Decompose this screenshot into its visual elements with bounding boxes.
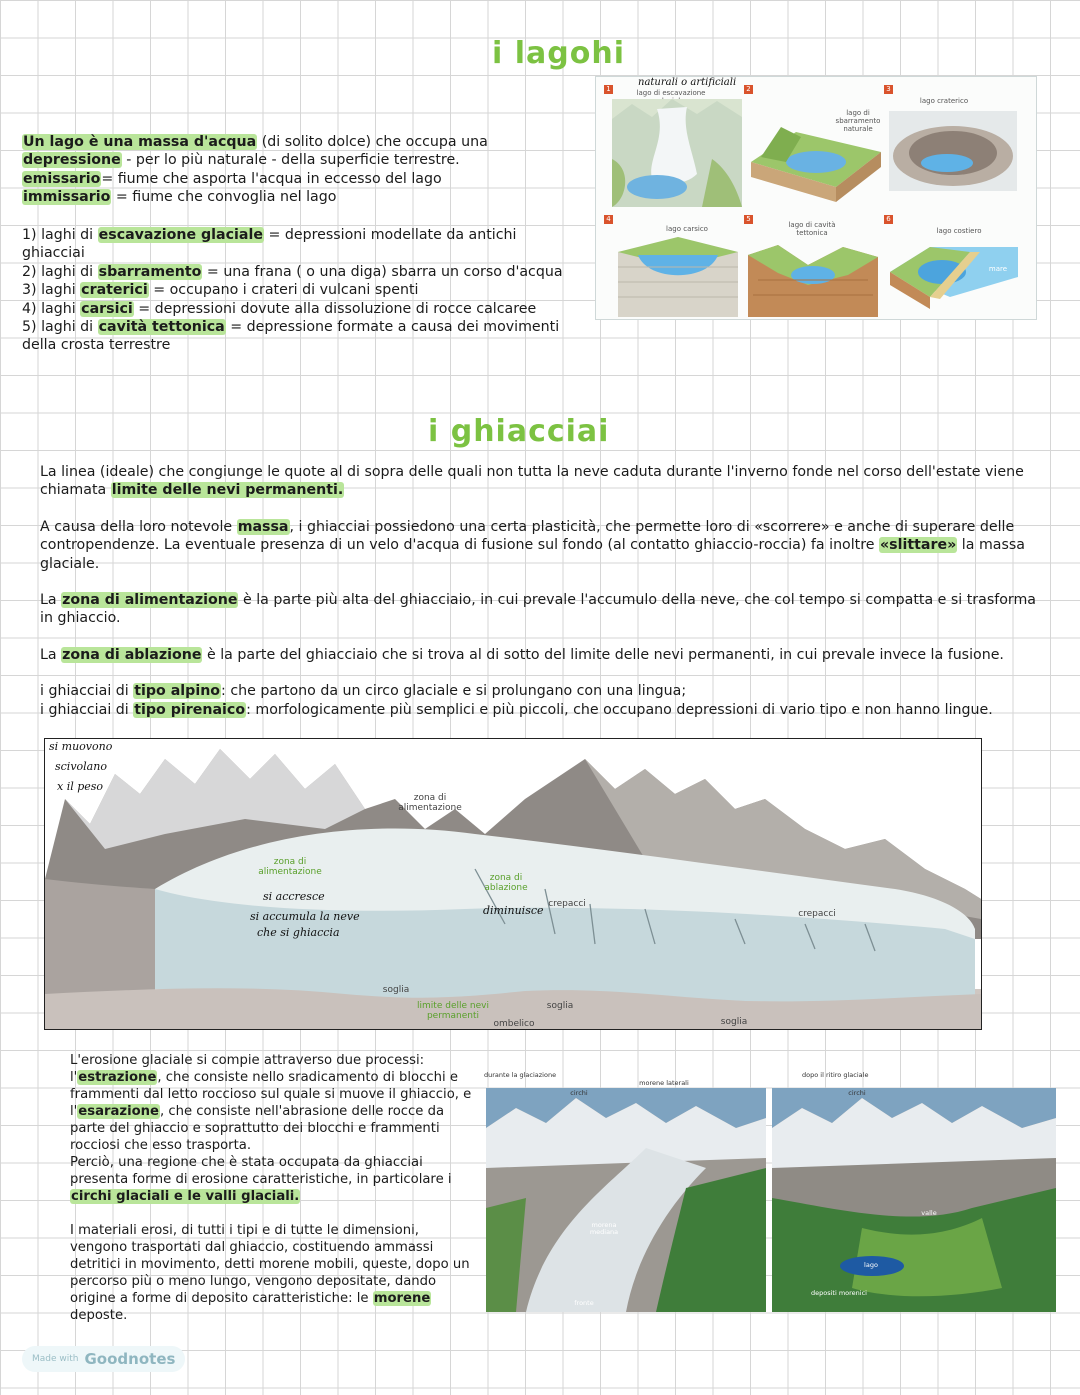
paragraph-ablazione: La zona di ablazione è la parte del ghiacciaio che si trova al di sotto del limite delle nevi permanenti, in cui prevale invece la fusione. [40,646,1004,663]
depressione-highlight: depressione [23,152,121,169]
glacier-diagram [44,738,982,1030]
soglia-label-1: soglia [382,985,410,995]
zona-alimentazione-top-label: zona di alimentazione [398,793,462,813]
crepacci-label-1: crepacci [548,899,586,909]
lake-types-list [22,226,582,355]
label-circhi-left: circhi [570,1089,588,1097]
panel-label-craterico: lago craterico [919,97,969,105]
glacial-lake-illustration [612,99,742,207]
label-morene-laterali: morene laterali [639,1079,689,1087]
handwritten-note-peso: x il peso [57,780,104,793]
paragraph-pirenaico: i ghiacciai di tipo pirenaico: morfologicamente più semplici e più piccoli, che occupano depressioni di vario tipo e non hanno lingue. [40,701,993,718]
lakes-intro: Un lago è una massa d'acqua (di solito dolce) che occupa una depressione - per lo più naturale - della superficie terrestre. emissario= fiume che asporta l'acqua in eccesso del lago immissario = fiume che convoglia nel lago [23,134,488,206]
handwritten-accresce: si accresce [263,890,325,903]
coastal-lake-illustration [890,237,1018,309]
panel-label-carsico: lago carsico [666,225,708,233]
soglia-label-3: soglia [720,1017,748,1027]
paragraph-massa: A causa della loro notevole massa, i ghiacciai possiedono una certa plasticità, che permette loro di «scorrere» e anche di superare delle contropendenze. La eventuale presenza di un velo d'acqua di fusione sul fondo (al contatto ghiaccio-roccia) fa inoltre «slittare» la massa glaciale. [40,518,1025,572]
label-valle: valle [921,1209,937,1217]
label-fronte: fronte [574,1299,594,1307]
photo-title-during: durante la glaciazione [484,1071,557,1079]
label-lago: lago [864,1261,878,1269]
glaciers-text [40,463,1040,719]
lake-type-item: 4) laghi carsici = depressioni dovute alla dissoluzione di rocce calcaree [22,300,537,317]
label-circhi-right: circhi [848,1089,866,1097]
paragraph-alpino: i ghiacciai di tipo alpino: che partono da un circo glaciale e si prolungano con una lingua; [40,683,687,700]
goodnotes-brand: Goodnotes [84,1350,176,1368]
panel-label-sbarramento: lago di sbarramento naturale [835,109,881,133]
crater-lake-illustration [889,111,1017,191]
goodnotes-badge [22,1346,185,1372]
paragraph-alimentazione: La zona di alimentazione è la parte più alta del ghiacciaio, in cui prevale l'accumulo della neve, che col tempo si compatta e si trasforma in ghiaccio. [40,592,1036,627]
immissario-highlight: immissario [23,189,111,206]
lake-type-item: 5) laghi di cavità tettonica = depressione formate a causa dei movimenti della crosta terrestre [22,319,560,354]
emissario-highlight: emissario [23,170,101,187]
lake-type-item: 3) laghi craterici = occupano i crateri di vulcani spenti [22,282,419,299]
handwritten-accumula: si accumula la neve [250,910,360,923]
photo-after-glaciation [772,1088,1056,1312]
lake-definition-highlight: Un lago è una massa d'acqua [23,134,257,150]
limite-nevi-label: limite delle nevi permanenti [417,1001,489,1021]
glaciation-photos [484,1068,1056,1313]
handwritten-note-scivolano: scivolano [55,760,107,773]
crepacci-label-2: crepacci [798,909,836,919]
label-depositi-morenici: depositi morenici [811,1289,867,1297]
lake-type-item: 2) laghi di sbarramento = una frana ( o una diga) sbarra un corso d'acqua [22,263,563,280]
panel-label-escavazione: lago di escavazione [636,89,706,97]
lake-type-item: 1) laghi di escavazione glaciale = depressioni modellate da antichi ghiacciai [22,227,517,262]
zona-alimentazione-label: zona di alimentazione [258,857,322,877]
zona-ablazione-label: zona di ablazione [484,873,528,893]
handwritten-ghiaccia: che si ghiaccia [257,926,340,939]
photo-title-after: dopo il ritiro glaciale [802,1071,869,1079]
karst-lake-illustration [618,227,738,317]
handwritten-note-si-muovono: si muovono [49,740,113,753]
glaciers-title: i ghiacciai [428,414,610,449]
made-with-text: Made with [32,1354,79,1364]
tectonic-lake-illustration [748,235,878,317]
label-morena-mediana: morena mediana [589,1221,619,1236]
panel-label-costiero: lago costiero [936,227,982,235]
lakes-title: i lagohi [492,36,625,71]
erosion-text: L'erosione glaciale si compie attraverso due processi: l'estrazione, che consiste nello sradicamento di blocchi e frammenti dal letto roccioso sul quale si muove il ghiaccio, e l'esarazione, che consiste nell'abrasione delle rocce da parte del ghiaccio e soprattutto dei blocchi e frammenti rocciosi che esso trasporta. Perciò, una regione che è stata occupata da ghiacciai presenta forme di erosione caratteristiche, in particolare i circhi glaciali e le valli glaciali. I materiali erosi, di tutti i tipi e di tutte le dimensioni, vengono trasportati dal ghiaccio, costituendo ammassi detritici in movimento, detti morene mobili, queste, dopo un percorso più o meno lungo, vengono depositate, dando origine a forme di deposito caratteristiche: le morene deposte. [70,1053,472,1323]
sea-label: mare [988,265,1008,273]
paragraph-limite: La linea (ideale) che congiunge le quote al di sopra delle quali non tutta la neve caduta durante l'inverno fonde nel corso dell'estate viene chiamata limite delle nevi permanenti. [40,464,1024,499]
lake-types-figure: naturali o artificiali 1 lago di escavazione 2 lago di sbarramento naturale 3 lago craterico 4 lago carsico 5 lago di cavità tettonica 6 lago costiero mare [595,76,1037,320]
dam-lake-illustration [751,107,881,202]
ombelico-label: ombelico [493,1019,535,1029]
handwritten-diminuisce: diminuisce [483,904,544,917]
photo-during-glaciation [486,1088,766,1312]
soglia-label-2: soglia [546,1001,574,1011]
panel-label-tettonica: lago di cavità tettonica [788,221,836,237]
handwritten-note-naturali: naturali o artificiali [638,77,737,88]
